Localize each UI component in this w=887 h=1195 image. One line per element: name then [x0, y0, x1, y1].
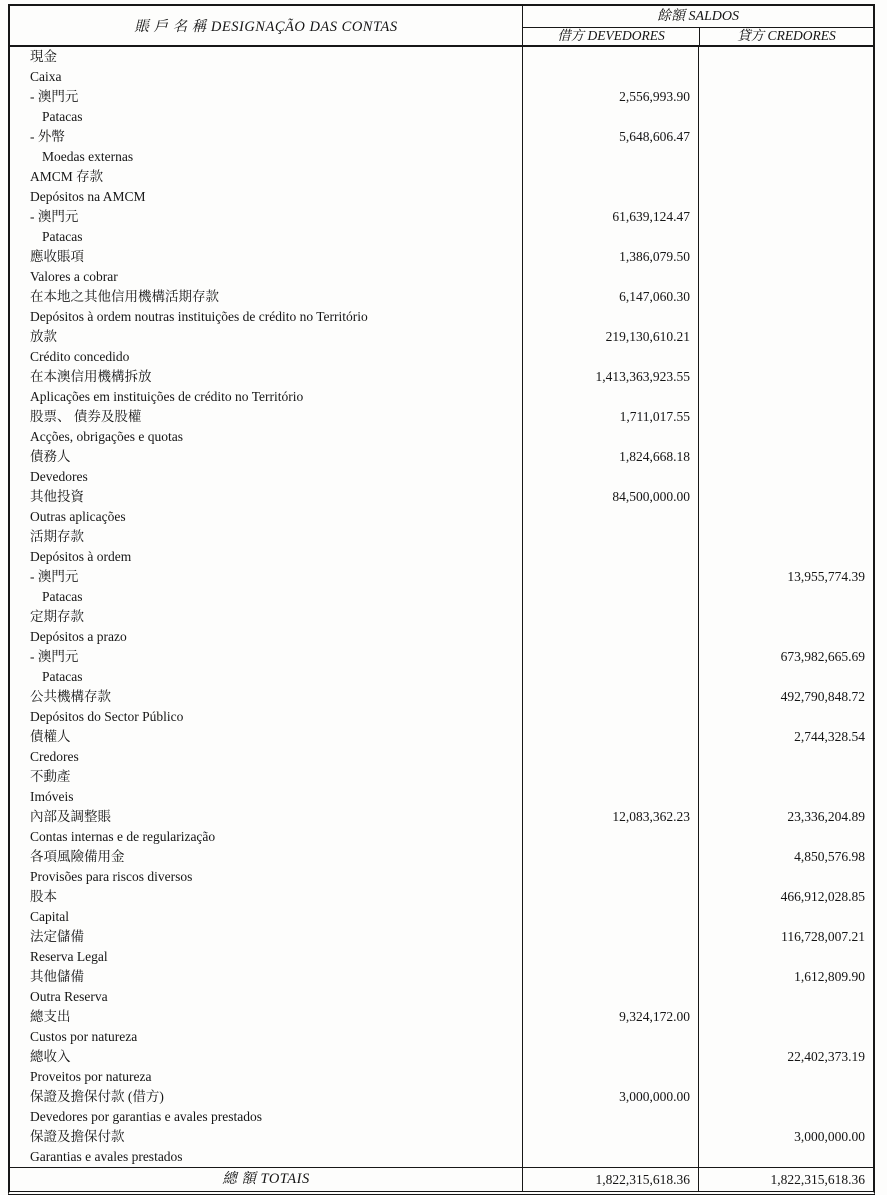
table-row [10, 447, 873, 467]
account-name: Crédito concedido [30, 349, 130, 364]
table-body [10, 47, 873, 1167]
account-name: - 澳門元 [30, 649, 79, 664]
table-row [10, 67, 873, 87]
credit-amount [698, 447, 873, 467]
debit-amount: 1,413,363,923.55 [522, 367, 698, 387]
credit-amount [698, 507, 873, 527]
debit-amount [522, 227, 698, 247]
credit-amount [698, 1107, 873, 1127]
debit-amount [522, 547, 698, 567]
account-name: 在本澳信用機構拆放 [30, 369, 152, 384]
account-name: 各項風險備用金 [30, 849, 125, 864]
credit-amount [698, 307, 873, 327]
column-header-account: 賬 戶 名 稱 DESIGNAÇÃO DAS CONTAS [134, 19, 398, 35]
credit-amount [698, 1087, 873, 1107]
account-name: Depósitos à ordem [30, 549, 132, 564]
debit-amount [522, 427, 698, 447]
account-name: 其他投資 [30, 489, 84, 504]
debit-amount [522, 347, 698, 367]
credit-amount: 4,850,576.98 [698, 847, 873, 867]
table-row [10, 607, 873, 627]
credit-amount: 2,744,328.54 [698, 727, 873, 747]
totals-row [10, 1167, 873, 1191]
debit-amount [522, 967, 698, 987]
account-name: Depósitos à ordem noutras instituições de crédito no Território [30, 309, 368, 324]
table-row [10, 647, 873, 667]
account-name: 活期存款 [30, 529, 84, 544]
credit-amount [698, 207, 873, 227]
table-row [10, 227, 873, 247]
table-row [10, 787, 873, 807]
column-header-credit: 貸方 CREDORES [699, 28, 873, 45]
table-row [10, 567, 873, 587]
account-name: 總支出 [30, 1009, 71, 1024]
debit-amount: 9,324,172.00 [522, 1007, 698, 1027]
debit-amount [522, 1127, 698, 1147]
table-row [10, 707, 873, 727]
debit-amount [522, 907, 698, 927]
account-name: Capital [30, 909, 69, 924]
credit-amount [698, 1027, 873, 1047]
debit-amount [522, 747, 698, 767]
debit-amount [522, 167, 698, 187]
account-name: Devedores [30, 469, 88, 484]
table-row [10, 767, 873, 787]
credit-amount [698, 187, 873, 207]
account-name: 保證及擔保付款 (借方) [30, 1089, 164, 1104]
table-row [10, 907, 873, 927]
credit-amount [698, 1067, 873, 1087]
table-row [10, 627, 873, 647]
table-row [10, 1007, 873, 1027]
account-name: 法定儲備 [30, 929, 84, 944]
table-row [10, 267, 873, 287]
debit-amount [522, 147, 698, 167]
debit-amount [522, 787, 698, 807]
table-row [10, 547, 873, 567]
debit-amount [522, 307, 698, 327]
credit-amount [698, 987, 873, 1007]
credit-amount: 1,612,809.90 [698, 967, 873, 987]
debit-amount [522, 1047, 698, 1067]
trial-balance-table [8, 4, 875, 1195]
table-row [10, 687, 873, 707]
account-name: - 外幣 [30, 129, 65, 144]
debit-amount [522, 867, 698, 887]
table-row [10, 1027, 873, 1047]
credit-amount: 673,982,665.69 [698, 647, 873, 667]
credit-amount [698, 827, 873, 847]
table-row [10, 867, 873, 887]
debit-amount [522, 827, 698, 847]
credit-amount [698, 787, 873, 807]
debit-amount [522, 727, 698, 747]
debit-amount [522, 467, 698, 487]
debit-amount [522, 987, 698, 1007]
table-row [10, 187, 873, 207]
credit-amount [698, 347, 873, 367]
credit-amount [698, 907, 873, 927]
table-row [10, 167, 873, 187]
table-row [10, 987, 873, 1007]
credit-amount [698, 947, 873, 967]
table-row [10, 207, 873, 227]
table-row [10, 327, 873, 347]
debit-amount [522, 107, 698, 127]
account-name: Patacas [42, 589, 83, 604]
account-name: 現金 [30, 49, 57, 64]
debit-amount [522, 267, 698, 287]
account-name: 公共機構存款 [30, 689, 111, 704]
debit-amount: 1,711,017.55 [522, 407, 698, 427]
debit-amount: 3,000,000.00 [522, 1087, 698, 1107]
credit-amount [698, 1147, 873, 1167]
credit-amount [698, 87, 873, 107]
credit-amount [698, 387, 873, 407]
table-row [10, 1047, 873, 1067]
debit-amount [522, 647, 698, 667]
debit-amount [522, 387, 698, 407]
table-row [10, 487, 873, 507]
account-name: Depósitos do Sector Público [30, 709, 184, 724]
account-name: 債權人 [30, 729, 71, 744]
table-row [10, 147, 873, 167]
table-row [10, 347, 873, 367]
debit-amount [522, 1147, 698, 1167]
account-name: - 澳門元 [30, 569, 79, 584]
table-row [10, 407, 873, 427]
table-row [10, 727, 873, 747]
table-row [10, 387, 873, 407]
credit-amount: 466,912,028.85 [698, 887, 873, 907]
account-name: Patacas [42, 229, 83, 244]
account-name: Moedas externas [42, 149, 134, 164]
credit-amount [698, 67, 873, 87]
credit-amount [698, 247, 873, 267]
table-row [10, 847, 873, 867]
account-name: 保證及擔保付款 [30, 1129, 125, 1144]
credit-amount [698, 487, 873, 507]
table-row [10, 947, 873, 967]
table-row [10, 747, 873, 767]
account-name: Caixa [30, 69, 62, 84]
debit-amount [522, 187, 698, 207]
debit-amount [522, 687, 698, 707]
debit-amount [522, 587, 698, 607]
table-row [10, 427, 873, 447]
credit-amount [698, 747, 873, 767]
table-row [10, 887, 873, 907]
credit-amount [698, 327, 873, 347]
credit-amount: 23,336,204.89 [698, 807, 873, 827]
credit-amount: 116,728,007.21 [698, 927, 873, 947]
account-name: Depósitos na AMCM [30, 189, 146, 204]
account-name: 不動產 [30, 769, 71, 784]
account-name: AMCM 存款 [30, 169, 104, 184]
account-name: Custos por natureza [30, 1029, 138, 1044]
credit-amount [698, 607, 873, 627]
account-name: Outras aplicações [30, 509, 126, 524]
table-row [10, 127, 873, 147]
table-row [10, 1067, 873, 1087]
credit-amount [698, 467, 873, 487]
account-name: Aplicações em instituições de crédito no Território [30, 389, 304, 404]
debit-amount [522, 527, 698, 547]
account-name: Credores [30, 749, 79, 764]
debit-amount [522, 1107, 698, 1127]
table-row [10, 467, 873, 487]
account-name: Proveitos por natureza [30, 1069, 152, 1084]
debit-amount [522, 1027, 698, 1047]
debit-amount [522, 927, 698, 947]
credit-amount [698, 267, 873, 287]
debit-amount: 61,639,124.47 [522, 207, 698, 227]
credit-amount [698, 407, 873, 427]
table-row [10, 367, 873, 387]
debit-amount [522, 607, 698, 627]
table-row [10, 1087, 873, 1107]
account-name: Provisões para riscos diversos [30, 869, 193, 884]
table-row [10, 527, 873, 547]
account-name: Devedores por garantias e avales prestados [30, 1109, 263, 1124]
account-name: - 澳門元 [30, 209, 79, 224]
credit-amount [698, 547, 873, 567]
credit-amount [698, 167, 873, 187]
table-row [10, 967, 873, 987]
credit-amount: 22,402,373.19 [698, 1047, 873, 1067]
table-row [10, 1107, 873, 1127]
table-header [10, 6, 873, 47]
debit-amount [522, 627, 698, 647]
table-row [10, 1127, 873, 1147]
account-name: 內部及調整賬 [30, 809, 111, 824]
debit-amount [522, 767, 698, 787]
table-row [10, 1147, 873, 1167]
table-row [10, 307, 873, 327]
debit-amount: 1,824,668.18 [522, 447, 698, 467]
debit-amount [522, 847, 698, 867]
table-row [10, 507, 873, 527]
account-name: 總收入 [30, 1049, 71, 1064]
account-name: Reserva Legal [30, 949, 108, 964]
account-name: Depósitos a prazo [30, 629, 127, 644]
totals-credit-amount: 1,822,315,618.36 [698, 1168, 873, 1191]
account-name: Contas internas e de regularização [30, 829, 216, 844]
table-row [10, 87, 873, 107]
credit-amount: 3,000,000.00 [698, 1127, 873, 1147]
credit-amount [698, 667, 873, 687]
debit-amount [522, 567, 698, 587]
account-name: Patacas [42, 669, 83, 684]
account-name: Garantias e avales prestados [30, 1149, 183, 1164]
account-name: Acções, obrigações e quotas [30, 429, 183, 444]
credit-amount [698, 107, 873, 127]
credit-amount [698, 707, 873, 727]
credit-amount: 13,955,774.39 [698, 567, 873, 587]
column-header-split [523, 28, 873, 45]
debit-amount: 2,556,993.90 [522, 87, 698, 107]
debit-amount: 12,083,362.23 [522, 807, 698, 827]
credit-amount [698, 367, 873, 387]
account-name: 定期存款 [30, 609, 84, 624]
column-header-saldos: 餘額 SALDOS [523, 6, 873, 28]
table-row [10, 667, 873, 687]
credit-amount [698, 227, 873, 247]
credit-amount [698, 147, 873, 167]
credit-amount: 492,790,848.72 [698, 687, 873, 707]
credit-amount [698, 767, 873, 787]
account-name: 股票、 債券及股權 [30, 409, 142, 424]
debit-amount: 1,386,079.50 [522, 247, 698, 267]
totals-debit-amount: 1,822,315,618.36 [522, 1168, 698, 1191]
debit-amount: 5,648,606.47 [522, 127, 698, 147]
credit-amount [698, 127, 873, 147]
debit-amount [522, 947, 698, 967]
account-name: Imóveis [30, 789, 74, 804]
table-row [10, 927, 873, 947]
debit-amount [522, 47, 698, 67]
debit-amount: 6,147,060.30 [522, 287, 698, 307]
account-name: 債務人 [30, 449, 71, 464]
credit-amount [698, 627, 873, 647]
debit-amount: 219,130,610.21 [522, 327, 698, 347]
table-row [10, 247, 873, 267]
debit-amount [522, 67, 698, 87]
credit-amount [698, 587, 873, 607]
account-name: Valores a cobrar [30, 269, 118, 284]
credit-amount [698, 1007, 873, 1027]
debit-amount: 84,500,000.00 [522, 487, 698, 507]
table-row [10, 827, 873, 847]
credit-amount [698, 427, 873, 447]
table-row [10, 807, 873, 827]
debit-amount [522, 507, 698, 527]
table-row [10, 107, 873, 127]
account-name: Patacas [42, 109, 83, 124]
table-row [10, 587, 873, 607]
account-name: - 澳門元 [30, 89, 79, 104]
column-header-debit: 借方 DEVEDORES [557, 28, 665, 43]
table-row [10, 47, 873, 67]
debit-amount [522, 1067, 698, 1087]
account-name: 應收賬項 [30, 249, 84, 264]
account-name: 放款 [30, 329, 57, 344]
account-name: 其他儲備 [30, 969, 84, 984]
debit-amount [522, 887, 698, 907]
debit-amount [522, 667, 698, 687]
table-row [10, 287, 873, 307]
credit-amount [698, 47, 873, 67]
credit-amount [698, 867, 873, 887]
account-name: Outra Reserva [30, 989, 108, 1004]
totals-label: 總 額 TOTAIS [222, 1171, 310, 1187]
debit-amount [522, 707, 698, 727]
column-header-saldos-group [522, 6, 873, 45]
credit-amount [698, 527, 873, 547]
account-name: 在本地之其他信用機構活期存款 [30, 289, 219, 304]
account-name: 股本 [30, 889, 57, 904]
credit-amount [698, 287, 873, 307]
